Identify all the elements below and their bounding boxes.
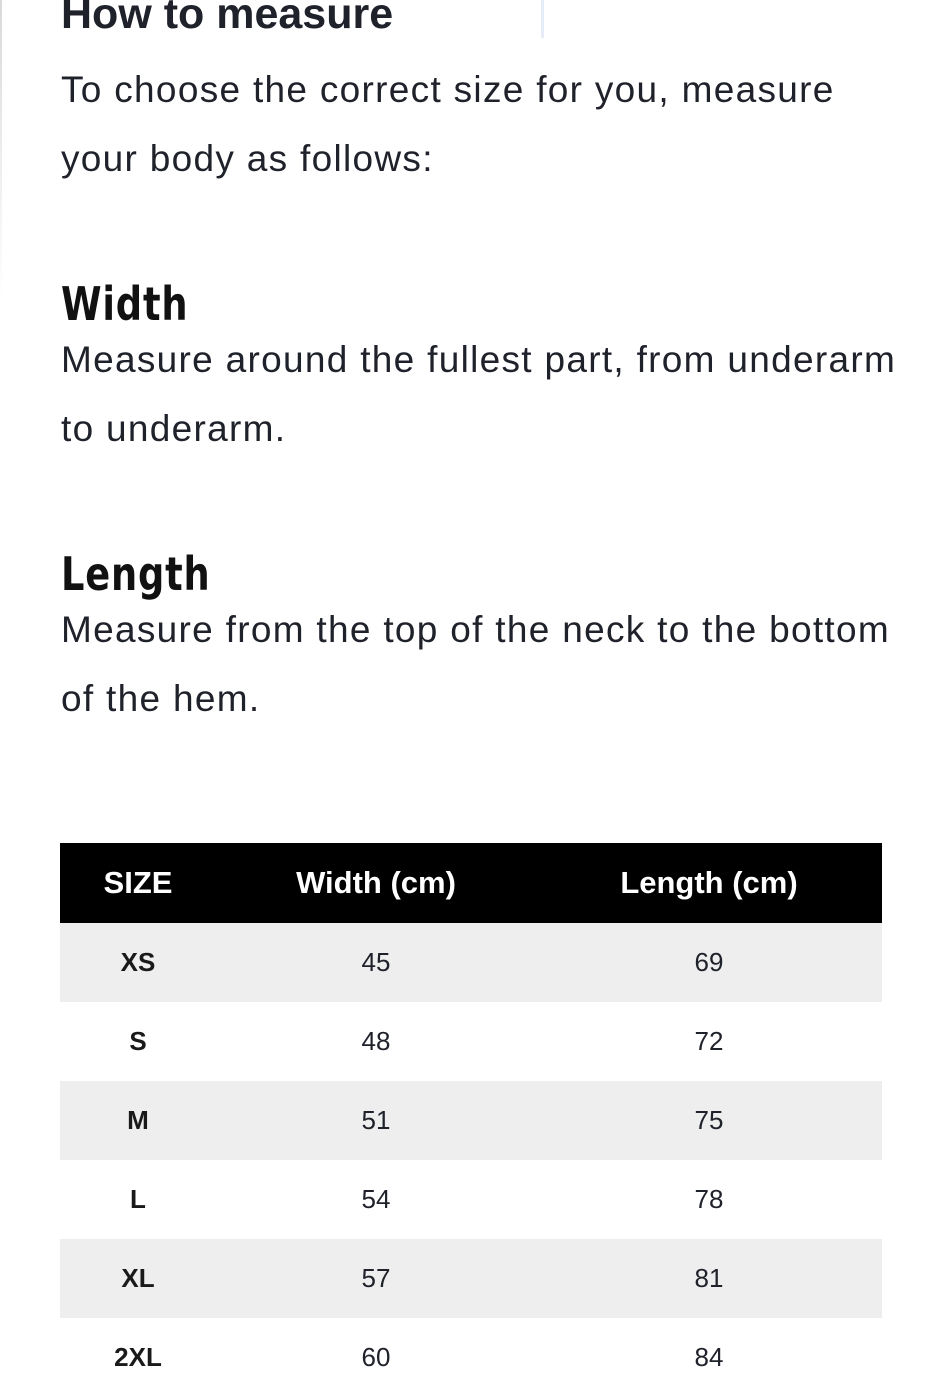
page-title: How to measure <box>61 0 394 38</box>
size-cell: S <box>129 1026 147 1056</box>
size-chart-table <box>60 843 882 1397</box>
header-width: Width (cm) <box>216 843 536 923</box>
width-cell: 60 <box>361 1342 391 1372</box>
width-cell: 51 <box>216 1081 536 1160</box>
table-row <box>60 1239 882 1318</box>
length-cell: 78 <box>694 1184 724 1214</box>
length-cell: 72 <box>694 1026 724 1056</box>
size-cell: M <box>60 1081 216 1160</box>
table-row <box>60 1318 882 1397</box>
width-cell: 48 <box>361 1026 391 1056</box>
page-edge <box>0 0 2 300</box>
width-cell: 45 <box>216 923 536 1002</box>
length-description: Measure from the top of the neck to the bottom of the hem. <box>61 609 890 719</box>
size-cell: L <box>130 1184 146 1214</box>
header-length: Length (cm) <box>536 843 882 923</box>
size-cell: XL <box>60 1239 216 1318</box>
width-cell: 54 <box>361 1184 391 1214</box>
header-size: SIZE <box>60 843 216 923</box>
table-header-row <box>60 843 882 923</box>
table-row <box>60 1160 882 1239</box>
length-heading: Length <box>61 547 211 601</box>
decorative-mark <box>541 0 544 38</box>
width-cell: 57 <box>216 1239 536 1318</box>
length-cell: 84 <box>694 1342 724 1372</box>
table-row <box>60 1002 882 1081</box>
length-cell: 69 <box>536 923 882 1002</box>
table-row <box>60 1081 882 1160</box>
table-row <box>60 923 882 1002</box>
size-cell: XS <box>60 923 216 1002</box>
width-description: Measure around the fullest part, from underarm to underarm. <box>61 339 897 449</box>
length-cell: 75 <box>536 1081 882 1160</box>
length-cell: 81 <box>536 1239 882 1318</box>
size-cell: 2XL <box>114 1342 162 1372</box>
width-heading: Width <box>61 277 189 331</box>
intro-text: To choose the correct size for you, measure your body as follows: <box>61 69 835 179</box>
